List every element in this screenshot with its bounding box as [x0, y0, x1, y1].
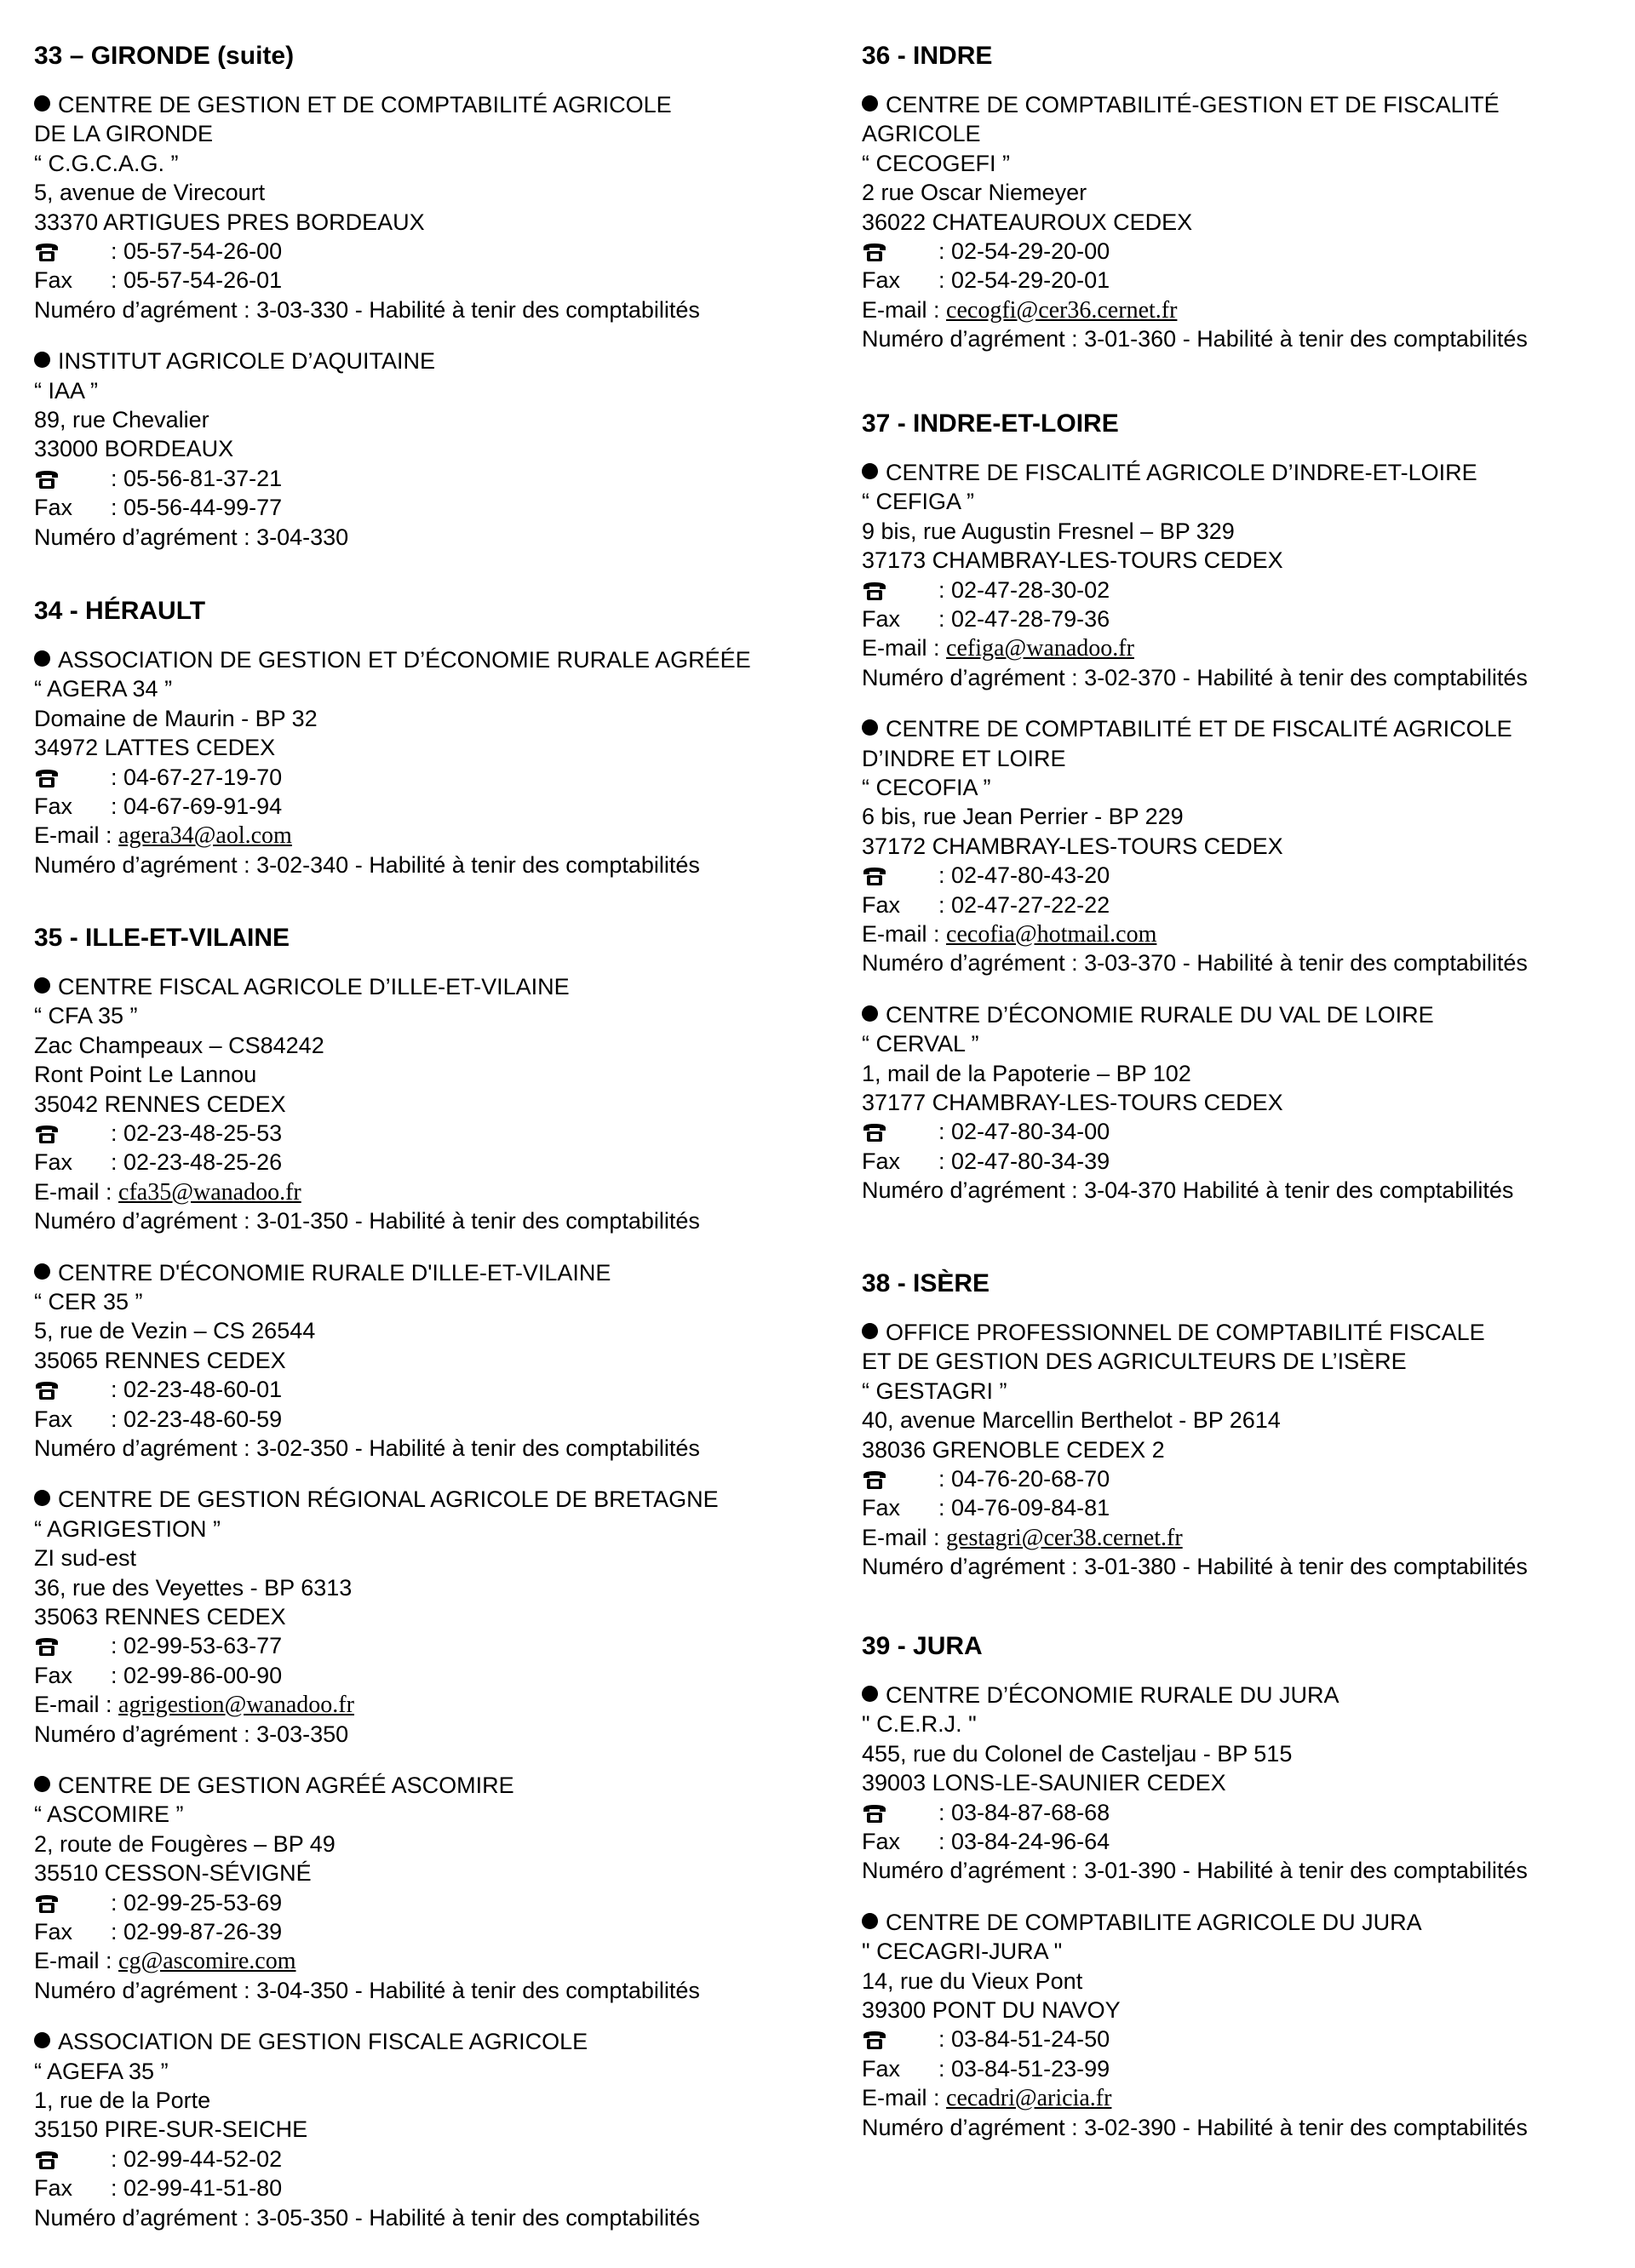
organization-entry: [34, 346, 435, 552]
organization-entry: [34, 2027, 700, 2232]
address-line: 455, rue du Colonel de Casteljau - BP 515: [862, 1740, 1293, 1767]
agrement-number: Numéro d’agrément : 3-01-390 - Habilité à tenir des comptabilités: [862, 1858, 1528, 1884]
fax-line: [862, 1147, 1513, 1176]
fax-label: Fax: [862, 2055, 901, 2082]
email-link[interactable]: cg@ascomire.com: [118, 1948, 296, 1975]
address-line: 14, rue du Vieux Pont: [862, 1967, 1083, 1994]
organization-entry: [862, 1681, 1528, 1886]
organization-acronym: “ AGEFA 35 ”: [34, 2058, 169, 2084]
fax-label: Fax: [34, 267, 73, 294]
organization-name: [862, 1347, 1528, 1376]
email-link[interactable]: agera34@aol.com: [118, 822, 292, 850]
address-line: Ront Point Le Lannou: [34, 1062, 257, 1088]
department-heading: 38 - ISÈRE: [862, 1269, 990, 1297]
telephone-icon: [862, 1801, 938, 1830]
fax-number: : 02-99-87-26-39: [111, 1918, 283, 1944]
agrement-number: Numéro d’agrément : 3-01-380 - Habilité à tenir des comptabilités: [862, 1554, 1528, 1580]
organization-entry: [34, 1771, 700, 2005]
phone-number: : 03-84-87-68-68: [938, 1799, 1110, 1825]
fax-number: : 02-47-28-79-36: [938, 605, 1110, 632]
agrement-number: Numéro d’agrément : 3-02-350 - Habilité à tenir des comptabilités: [34, 1435, 700, 1461]
email-label: E-mail :: [862, 1524, 940, 1550]
fax-number: : 03-84-51-23-99: [938, 2055, 1110, 2082]
organization-name-text: ET DE GESTION DES AGRICULTEURS DE L’ISÈRE: [862, 1349, 1407, 1375]
organization-acronym: “ CER 35 ”: [34, 1288, 143, 1314]
email-line: [862, 2083, 1528, 2112]
fax-line: [34, 266, 700, 295]
telephone-icon: [862, 1468, 938, 1497]
fax-number: : 05-57-54-26-01: [111, 267, 283, 294]
address-line: 38036 GRENOBLE CEDEX 2: [862, 1436, 1165, 1463]
email-link[interactable]: agrigestion@wanadoo.fr: [118, 1692, 354, 1719]
fax-label: Fax: [34, 1149, 73, 1176]
fax-number: : 02-47-80-34-39: [938, 1148, 1110, 1174]
fax-label: Fax: [862, 1148, 901, 1174]
bullet-icon: [34, 650, 50, 667]
fax-label: Fax: [34, 1662, 73, 1688]
organization-name-text: CENTRE DE GESTION RÉGIONAL AGRICOLE DE BRETAGNE: [58, 1486, 719, 1513]
organization-name-text: CENTRE DE FISCALITÉ AGRICOLE D’INDRE-ET-LOIRE: [886, 460, 1477, 485]
telephone-icon: [34, 1635, 111, 1664]
bullet-icon: [34, 1776, 50, 1792]
email-line: [862, 1523, 1528, 1552]
address-line: 34972 LATTES CEDEX: [34, 735, 276, 761]
bullet-icon: [34, 1490, 50, 1506]
department-section: [862, 1631, 1611, 2140]
email-link[interactable]: cefiga@wanadoo.fr: [946, 635, 1134, 662]
phone-number: : 02-99-53-63-77: [111, 1633, 283, 1659]
organization-acronym: “ CERVAL ”: [862, 1031, 979, 1057]
organization-name: [862, 90, 1528, 119]
phone-line: [34, 464, 435, 493]
fax-line: [34, 1405, 700, 1434]
organization-name: [862, 744, 1528, 773]
address-line: 35150 PIRE-SUR-SEICHE: [34, 2116, 308, 2143]
fax-label: Fax: [34, 2175, 73, 2202]
fax-line: [862, 266, 1528, 295]
department-section: [862, 409, 1611, 1204]
organization-name: [34, 90, 700, 119]
organization-name-text: ASSOCIATION DE GESTION FISCALE AGRICOLE: [58, 2029, 588, 2055]
phone-line: [34, 763, 751, 792]
fax-number: : 03-84-24-96-64: [938, 1828, 1110, 1854]
organization-name-text: DE LA GIRONDE: [34, 121, 214, 147]
agrement-number: Numéro d’agrément : 3-03-370 - Habilité à tenir des comptabilités: [862, 950, 1528, 976]
organization-name-text: CENTRE DE COMPTABILITE AGRICOLE DU JURA: [886, 1909, 1422, 1935]
address-line: 35510 CESSON-SÉVIGNÉ: [34, 1860, 312, 1887]
bullet-icon: [862, 95, 878, 112]
fax-number: : 02-54-29-20-01: [938, 267, 1110, 294]
bullet-icon: [862, 719, 878, 736]
organization-acronym: “ CECOGEFI ”: [862, 150, 1010, 176]
fax-number: : 02-23-48-25-26: [111, 1149, 283, 1176]
email-link[interactable]: cecofia@hotmail.com: [946, 920, 1157, 948]
organization-name: [862, 714, 1528, 743]
fax-line: [862, 604, 1528, 633]
phone-line: [34, 2145, 700, 2174]
address-line: 35063 RENNES CEDEX: [34, 1603, 286, 1629]
organization-name-text: CENTRE FISCAL AGRICOLE D’ILLE-ET-VILAINE: [58, 974, 570, 999]
telephone-icon: [34, 1122, 111, 1151]
phone-line: [862, 2025, 1528, 2053]
organization-name-text: CENTRE DE COMPTABILITÉ-GESTION ET DE FISCALITÉ: [886, 92, 1500, 117]
address-line: 40, avenue Marcellin Berthelot - BP 2614: [862, 1407, 1281, 1434]
bullet-icon: [34, 352, 50, 368]
bullet-icon: [862, 1913, 878, 1929]
email-link[interactable]: cecogfi@cer36.cernet.fr: [946, 296, 1178, 324]
phone-number: : 04-76-20-68-70: [938, 1465, 1110, 1492]
email-label: E-mail :: [34, 1692, 112, 1718]
bullet-icon: [34, 1263, 50, 1280]
address-line: 9 bis, rue Augustin Fresnel – BP 329: [862, 518, 1235, 544]
telephone-icon: [862, 864, 938, 893]
bullet-icon: [34, 977, 50, 994]
email-label: E-mail :: [862, 920, 940, 947]
phone-line: [862, 1117, 1513, 1146]
phone-line: [34, 1888, 700, 1917]
fax-label: Fax: [34, 495, 73, 521]
organization-name: [34, 1771, 700, 1800]
address-line: 37177 CHAMBRAY-LES-TOURS CEDEX: [862, 1089, 1283, 1115]
email-line: [862, 295, 1528, 324]
fax-line: [34, 1148, 700, 1177]
fax-line: [34, 2174, 700, 2202]
agrement-number: Numéro d’agrément : 3-04-370 Habilité à tenir des comptabilités: [862, 1177, 1514, 1204]
bullet-icon: [34, 2032, 50, 2048]
organization-entry: [34, 1258, 700, 1463]
address-line: 5, rue de Vezin – CS 26544: [34, 1318, 316, 1344]
agrement-number: Numéro d’agrément : 3-04-330: [34, 524, 349, 550]
address-line: 37173 CHAMBRAY-LES-TOURS CEDEX: [862, 547, 1283, 574]
organization-acronym: “ CFA 35 ”: [34, 1003, 138, 1029]
address-line: 5, avenue de Virecourt: [34, 180, 266, 206]
telephone-icon: [34, 240, 111, 269]
organization-name: [34, 645, 751, 674]
phone-number: : 02-47-28-30-02: [938, 576, 1110, 603]
address-line: 35065 RENNES CEDEX: [34, 1347, 286, 1373]
organization-name-text: INSTITUT AGRICOLE D’AQUITAINE: [58, 348, 436, 375]
organization-name: [862, 1908, 1528, 1937]
department-heading: 36 - INDRE: [862, 42, 993, 70]
organization-name: [34, 119, 700, 148]
address-line: 39003 LONS-LE-SAUNIER CEDEX: [862, 1770, 1226, 1796]
department-heading: 33 – GIRONDE (suite): [34, 42, 295, 70]
address-line: 1, mail de la Papoterie – BP 102: [862, 1060, 1191, 1086]
organization-acronym: “ IAA ”: [34, 377, 99, 404]
email-line: [34, 1946, 700, 1975]
department-section: [34, 923, 835, 2231]
address-line: Domaine de Maurin - BP 32: [34, 705, 318, 731]
organization-name-text: D’INDRE ET LOIRE: [862, 745, 1066, 771]
fax-label: Fax: [862, 891, 901, 918]
bullet-icon: [862, 463, 878, 479]
organization-acronym: “ C.G.C.A.G. ”: [34, 150, 179, 176]
fax-line: [34, 493, 435, 522]
phone-number: : 02-99-44-52-02: [111, 2145, 283, 2172]
phone-number: : 02-23-48-25-53: [111, 1120, 283, 1146]
organization-entry: [862, 1318, 1528, 1582]
phone-number: : 04-67-27-19-70: [111, 764, 283, 790]
email-label: E-mail :: [862, 635, 940, 662]
agrement-number: Numéro d’agrément : 3-01-350 - Habilité à tenir des comptabilités: [34, 1208, 700, 1234]
department-section: [34, 41, 835, 550]
fax-line: [862, 1827, 1528, 1856]
address-line: 35042 RENNES CEDEX: [34, 1091, 286, 1117]
agrement-number: Numéro d’agrément : 3-04-350 - Habilité à tenir des comptabilités: [34, 1977, 700, 2003]
organization-entry: [34, 645, 751, 879]
agrement-number: Numéro d’agrément : 3-01-360 - Habilité à tenir des comptabilités: [862, 326, 1528, 352]
organization-name: [862, 458, 1528, 487]
email-link[interactable]: gestagri@cer38.cernet.fr: [946, 1524, 1183, 1551]
phone-number: : 02-54-29-20-00: [938, 238, 1110, 264]
phone-number: : 02-23-48-60-01: [111, 1377, 283, 1403]
organization-name-text: CENTRE D'ÉCONOMIE RURALE D'ILLE-ET-VILAINE: [58, 1259, 611, 1286]
organization-acronym: “ CEFIGA ”: [862, 489, 975, 515]
address-line: 89, rue Chevalier: [34, 406, 209, 432]
organization-entry: [862, 90, 1528, 354]
address-line: 33370 ARTIGUES PRES BORDEAUX: [34, 209, 425, 235]
fax-label: Fax: [862, 1828, 901, 1854]
organization-name-text: CENTRE DE GESTION AGRÉÉ ASCOMIRE: [58, 1773, 514, 1798]
organization-name-text: CENTRE DE COMPTABILITÉ ET DE FISCALITÉ AGRICOLE: [886, 716, 1512, 742]
phone-line: [34, 237, 700, 266]
fax-line: [862, 2054, 1528, 2083]
organization-name-text: AGRICOLE: [862, 121, 981, 147]
organization-entry: [34, 972, 700, 1236]
organization-name-text: CENTRE D’ÉCONOMIE RURALE DU VAL DE LOIRE: [886, 1001, 1434, 1028]
fax-label: Fax: [34, 1406, 73, 1432]
address-line: ZI sud-est: [34, 1545, 137, 1572]
phone-line: [34, 1375, 700, 1404]
email-link[interactable]: cecadri@aricia.fr: [946, 2085, 1112, 2112]
organization-acronym: “ AGERA 34 ”: [34, 676, 173, 702]
fax-number: : 04-67-69-91-94: [111, 793, 283, 819]
organization-name-text: CENTRE DE GESTION ET DE COMPTABILITÉ AGRICOLE: [58, 92, 672, 117]
organization-name: [34, 972, 700, 1001]
address-line: 2, route de Fougères – BP 49: [34, 1830, 336, 1857]
fax-line: [862, 891, 1528, 919]
email-line: [34, 1177, 700, 1206]
email-label: E-mail :: [34, 1178, 112, 1205]
organization-acronym: “ ASCOMIRE ”: [34, 1801, 184, 1828]
bullet-icon: [862, 1686, 878, 1702]
phone-line: [862, 576, 1528, 604]
address-line: 33000 BORDEAUX: [34, 436, 234, 462]
email-label: E-mail :: [862, 296, 940, 323]
email-label: E-mail :: [34, 1948, 112, 1974]
organization-entry: [862, 1000, 1513, 1206]
organization-name: [34, 346, 435, 375]
fax-line: [34, 1661, 719, 1690]
fax-number: : 05-56-44-99-77: [111, 495, 283, 521]
email-label: E-mail :: [34, 822, 112, 849]
organization-name: [862, 119, 1528, 148]
agrement-number: Numéro d’agrément : 3-05-350 - Habilité à tenir des comptabilités: [34, 2204, 700, 2231]
email-line: [862, 633, 1528, 662]
bullet-icon: [862, 1323, 878, 1339]
organization-name-text: CENTRE D’ÉCONOMIE RURALE DU JURA: [886, 1682, 1340, 1708]
email-link[interactable]: cfa35@wanadoo.fr: [118, 1178, 301, 1206]
telephone-icon: [862, 1120, 938, 1149]
phone-number: : 02-47-80-43-20: [938, 862, 1110, 889]
bullet-icon: [34, 95, 50, 112]
organization-name-text: ASSOCIATION DE GESTION ET D’ÉCONOMIE RURALE AGRÉÉE: [58, 647, 751, 673]
email-line: [34, 1690, 719, 1719]
organization-acronym: “ GESTAGRI ”: [862, 1377, 1007, 1404]
agrement-number: Numéro d’agrément : 3-02-370 - Habilité à tenir des comptabilités: [862, 664, 1528, 690]
department-section: [34, 596, 835, 878]
fax-label: Fax: [862, 1495, 901, 1521]
phone-line: [34, 1119, 700, 1148]
fax-label: Fax: [34, 793, 73, 819]
organization-acronym: " CECAGRI-JURA ": [862, 1939, 1063, 1965]
agrement-number: Numéro d’agrément : 3-03-330 - Habilité à tenir des comptabilités: [34, 296, 700, 323]
phone-line: [862, 1464, 1528, 1493]
organization-name: [862, 1318, 1528, 1347]
phone-line: [862, 1798, 1528, 1827]
fax-label: Fax: [34, 1918, 73, 1944]
telephone-icon: [862, 240, 938, 269]
address-line: 1, rue de la Porte: [34, 2087, 211, 2113]
organization-name: [34, 1485, 719, 1514]
telephone-icon: [862, 579, 938, 608]
agrement-number: Numéro d’agrément : 3-02-390 - Habilité à tenir des comptabilités: [862, 2114, 1528, 2140]
organization-name: [34, 2027, 700, 2056]
address-line: 36022 CHATEAUROUX CEDEX: [862, 209, 1193, 235]
phone-number: : 02-99-25-53-69: [111, 1889, 283, 1916]
fax-number: : 02-99-86-00-90: [111, 1662, 283, 1688]
email-line: [862, 919, 1528, 948]
phone-line: [862, 861, 1528, 890]
organization-name: [862, 1000, 1513, 1029]
fax-number: : 02-47-27-22-22: [938, 891, 1110, 918]
address-line: 39300 PONT DU NAVOY: [862, 1996, 1121, 2023]
organization-entry: [34, 1485, 719, 1749]
agrement-number: Numéro d’agrément : 3-02-340 - Habilité à tenir des comptabilités: [34, 851, 700, 878]
phone-number: : 03-84-51-24-50: [938, 2026, 1110, 2053]
email-label: E-mail :: [862, 2085, 940, 2111]
address-line: 36, rue des Veyettes - BP 6313: [34, 1574, 353, 1601]
department-section: [862, 1269, 1611, 1580]
address-line: Zac Champeaux – CS84242: [34, 1032, 324, 1058]
telephone-icon: [34, 1892, 111, 1921]
fax-line: [34, 1917, 700, 1946]
fax-number: : 04-76-09-84-81: [938, 1495, 1110, 1521]
organization-acronym: “ CECOFIA ”: [862, 774, 991, 800]
organization-acronym: “ AGRIGESTION ”: [34, 1515, 221, 1542]
department-heading: 34 - HÉRAULT: [34, 597, 206, 625]
organization-entry: [862, 458, 1528, 692]
address-line: 2 rue Oscar Niemeyer: [862, 180, 1087, 206]
address-line: 6 bis, rue Jean Perrier - BP 229: [862, 804, 1184, 830]
department-section: [862, 41, 1611, 352]
agrement-number: Numéro d’agrément : 3-03-350: [34, 1721, 349, 1747]
department-heading: 35 - ILLE-ET-VILAINE: [34, 924, 290, 952]
organization-acronym: " C.E.R.J. ": [862, 1711, 977, 1738]
telephone-icon: [34, 2148, 111, 2177]
organization-name: [34, 1258, 700, 1287]
fax-line: [862, 1493, 1528, 1522]
organization-entry: [862, 1908, 1528, 2142]
telephone-icon: [862, 2028, 938, 2057]
department-heading: 39 - JURA: [862, 1632, 983, 1660]
email-line: [34, 821, 751, 850]
telephone-icon: [34, 1378, 111, 1407]
telephone-icon: [34, 467, 111, 496]
fax-number: : 02-23-48-60-59: [111, 1406, 283, 1432]
telephone-icon: [34, 766, 111, 795]
phone-line: [862, 237, 1528, 266]
fax-label: Fax: [862, 605, 901, 632]
phone-number: : 05-56-81-37-21: [111, 465, 283, 491]
fax-label: Fax: [862, 267, 901, 294]
department-heading: 37 - INDRE-ET-LOIRE: [862, 410, 1119, 438]
address-line: 37172 CHAMBRAY-LES-TOURS CEDEX: [862, 833, 1283, 859]
organization-entry: [34, 90, 700, 324]
bullet-icon: [862, 1005, 878, 1022]
phone-number: : 05-57-54-26-00: [111, 238, 283, 264]
organization-entry: [862, 714, 1528, 978]
organization-name-text: OFFICE PROFESSIONNEL DE COMPTABILITÉ FISCALE: [886, 1320, 1485, 1345]
fax-number: : 02-99-41-51-80: [111, 2175, 283, 2202]
fax-line: [34, 792, 751, 821]
phone-number: : 02-47-80-34-00: [938, 1119, 1110, 1145]
organization-name: [862, 1681, 1528, 1710]
phone-line: [34, 1631, 719, 1660]
